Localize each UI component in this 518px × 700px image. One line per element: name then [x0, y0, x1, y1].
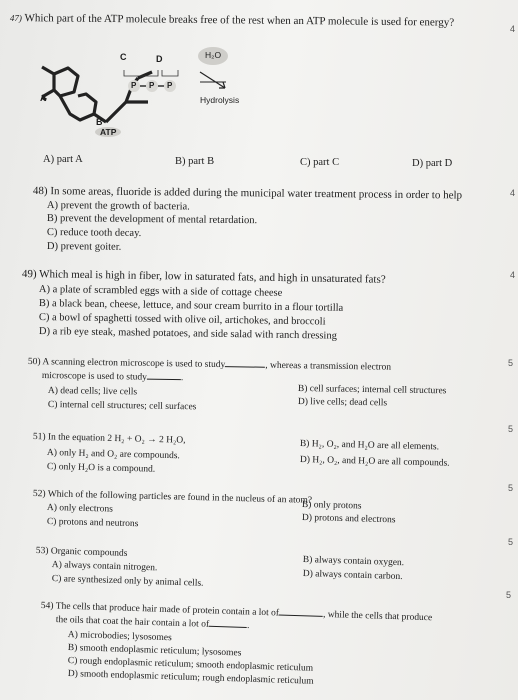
question-54-points: 5 — [506, 590, 512, 600]
q50-option-c: C) internal cell structures; cell surfaces — [47, 400, 197, 413]
label-c: C — [120, 52, 127, 62]
question-51-text: 51) In the equation 2 H₂ + O₂ → 2 H₂O, — [32, 432, 186, 446]
q49-option-b: B) a black bean, cheese, lettuce, and sour cream burrito in a flour tortilla — [38, 298, 344, 314]
q50-option-a: A) dead cells; live cells — [47, 386, 138, 398]
phosphate-label-3: P — [167, 81, 173, 90]
q54-option-a: A) microbodies; lysosomes — [67, 630, 172, 644]
question-47-text: 47) Which part of the ATP molecule breaks free of the rest when an ATP molecule is used for energy? — [9, 12, 455, 29]
question-50-line-2: microscope is used to study . — [41, 371, 184, 384]
label-d: D — [156, 54, 163, 64]
question-47-points: 4 — [510, 24, 516, 34]
label-b: B — [96, 117, 103, 127]
q50-option-b: B) cell surfaces; internal cell structures — [297, 384, 447, 397]
question-50-points: 5 — [508, 358, 514, 368]
question-53-points: 5 — [508, 537, 514, 547]
water-label: H₂O — [205, 50, 222, 60]
q47-option-d: D) part D — [412, 158, 453, 169]
label-a: A — [40, 93, 47, 103]
q49-option-a: A) a plate of scrambled eggs with a side of cottage cheese — [38, 284, 283, 299]
q49-option-c: C) a bowl of spaghetti tossed with olive oil, artichokes, and broccoli — [38, 312, 326, 328]
question-51-points: 5 — [508, 424, 514, 434]
question-49-points: 4 — [510, 270, 516, 280]
q50-option-d: D) live cells; dead cells — [297, 397, 388, 409]
q50-blank-2 — [147, 379, 181, 381]
q47-option-b: B) part B — [175, 156, 215, 167]
q47-option-c: C) part C — [300, 157, 340, 168]
q51-option-c: C) only H₂O is a compound. — [46, 462, 156, 475]
adenine-structure — [42, 67, 155, 122]
bracket-d — [162, 70, 178, 76]
hydrolysis-arrow — [200, 72, 225, 88]
q53-option-c: C) are synthesized only by animal cells. — [51, 574, 204, 589]
q54-blank-1 — [279, 614, 323, 616]
q52-option-d: D) protons and electrons — [301, 513, 396, 526]
q53-option-b: B) always contain oxygen. — [302, 555, 405, 569]
question-54-line-1: 54) The cells that produce hair made of protein contain a lot of , while the cells that produce — [40, 601, 433, 624]
question-49-text: 49) Which meal is high in fiber, low in saturated fats, and high in unsaturated fats? — [21, 268, 386, 286]
q48-option-a: A) prevent the growth of bacteria. — [46, 200, 190, 213]
question-53-text: 53) Organic compounds — [35, 546, 128, 559]
question-48-points: 4 — [510, 188, 516, 198]
q52-option-b: B) only protons — [301, 500, 362, 512]
question-47-number: 47) — [9, 12, 22, 24]
q52-option-c: C) protons and neutrons — [46, 517, 139, 530]
q50-blank-1 — [225, 366, 265, 368]
question-52-points: 5 — [508, 483, 514, 493]
q52-option-a: A) only electrons — [46, 503, 113, 515]
q51-option-b: B) H₂, O₂, and H₂O are all elements. — [299, 439, 440, 453]
q48-option-b: B) prevent the development of mental retardation. — [46, 213, 258, 227]
q54-option-b: B) smooth endoplasmic reticulum; lysosomes — [67, 643, 242, 659]
q51-option-a: A) only H₂ and O₂ are compounds. — [46, 448, 180, 462]
phosphate-label-1: P — [131, 81, 137, 90]
q51-option-d: D) H₂, O₂, and H₂O are all compounds. — [299, 455, 450, 469]
q53-option-a: A) always contain nitrogen. — [51, 560, 158, 574]
question-48-text: 48) In some areas, fluoride is added during the municipal water treatment process in order to help — [32, 185, 463, 202]
atp-label: ATP — [100, 127, 117, 137]
hydrolysis-label: Hydrolysis — [200, 95, 240, 105]
q54-blank-2 — [209, 626, 247, 628]
q53-option-d: D) always contain carbon. — [302, 569, 403, 583]
q54-option-d: D) smooth endoplasmic reticulum; rough endoplasmic reticulum — [67, 669, 314, 687]
question-54-line-2: the oils that coat the hair contain a lot of . — [55, 615, 250, 632]
q48-option-d: D) prevent goiter. — [46, 241, 122, 253]
q47-option-a: A) part A — [43, 154, 83, 165]
q54-option-c: C) rough endoplasmic reticulum; smooth endoplasmic reticulum — [67, 656, 314, 674]
phosphate-label-2: P — [149, 81, 155, 90]
q49-option-d: D) a rib eye steak, mashed potatoes, and side salad with ranch dressing — [38, 326, 337, 342]
q48-option-c: C) reduce tooth decay. — [46, 227, 142, 239]
question-50-line-1: 50) A scanning electron microscope is used to study , whereas a transmission electron — [27, 357, 392, 373]
question-52-text: 52) Which of the following particles are found in the nucleus of an atom? — [32, 489, 313, 506]
